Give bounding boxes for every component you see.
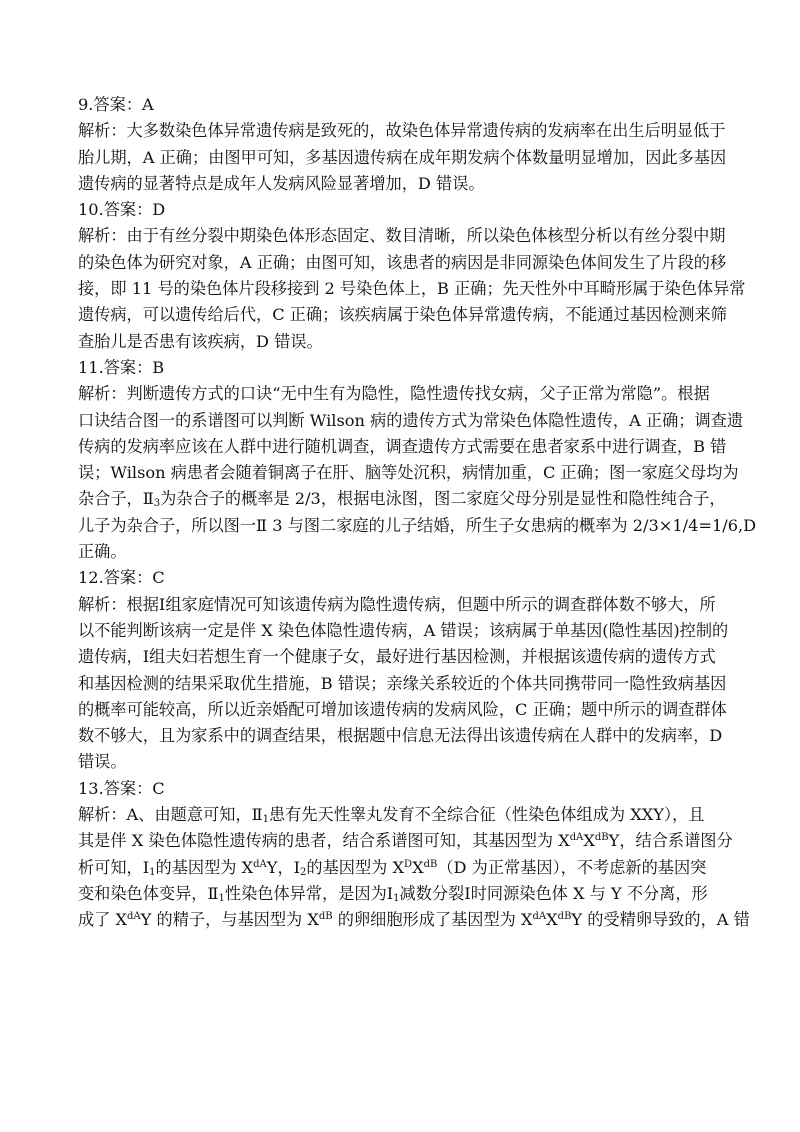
- explanation-line: 传病的发病率应该在人群中进行随机调查，调查遗传方式需要在患者家系中进行调查，B 错: [78, 436, 727, 456]
- answer-10: 10.答案：D: [78, 200, 166, 220]
- explanation-line: 的概率可能较高，所以近亲婚配可增加该遗传病的发病风险，C 正确；题中所示的调查群体: [78, 699, 727, 719]
- explanation-line: 以不能判断该病一定是伴 X 染色体隐性遗传病，A 错误；该病属于单基因(隐性基因)控制的: [78, 620, 729, 640]
- explanation-line: 胎儿期，A 正确；由图甲可知，多基因遗传病在成年期发病个体数量明显增加，因此多基因: [78, 147, 727, 167]
- explanation-line: 口诀结合图一的系谱图可以判断 Wilson 病的遗传方式为常染色体隐性遗传，A 正确；调查遗: [78, 410, 744, 430]
- explanation-line: 和基因检测的结果采取优生措施，B 错误；亲缘关系较近的个体共同携带同一隐性致病基因: [78, 673, 727, 693]
- explanation-line: 解析：大多数染色体异常遗传病是致死的，故染色体异常遗传病的发病率在出生后明显低于: [78, 121, 726, 141]
- explanation-line: 儿子为杂合子，所以图一Ⅱ 3 与图二家庭的儿子结婚，所生子女患病的概率为 2/3×1/4=1/6,D: [78, 515, 757, 535]
- explanation-line: 成了 $X^{dA}Y$ 的精子，与基因型为 $X^{dB}$ 的卵细胞形成了基因型为 $X^{dA}X^{dB}Y$ 的受精卵导致的，A 错: [78, 910, 750, 930]
- explanation-line: 遗传病，可以遗传给后代，C 正确；该疾病属于染色体异常遗传病，不能通过基因检测来筛: [78, 305, 727, 325]
- explanation-line: 查胎儿是否患有该疾病，D 错误。: [78, 331, 323, 351]
- explanation-line: 数不够大，且为家系中的调查结果，根据题中信息无法得出该遗传病在人群中的发病率，D: [78, 726, 723, 746]
- answer-12: 12.答案：C: [78, 568, 165, 588]
- explanation-line: 接，即 11 号的染色体片段移接到 2 号染色体上，B 正确；先天性外中耳畸形属于染色体异常: [78, 279, 746, 299]
- explanation-line: 析可知，$Ⅰ_1$的基因型为 $X^{dA}Y$，$Ⅰ_2$的基因型为 $X^DX^{dB}(D$ 为正常基因），不考虑新的基因突: [78, 857, 707, 878]
- explanation-line: 其是伴 X 染色体隐性遗传病的患者，结合系谱图可知，其基因型为 $X^{dA}X^{dB}Y$，结合系谱图分: [78, 831, 733, 851]
- explanation-line: 解析：判断遗传方式的口诀“无中生有为隐性，隐性遗传找女病，父子正常为常隐”。根据: [78, 384, 710, 404]
- explanation-line: 的染色体为研究对象，A 正确；由图可知，该患者的病因是非同源染色体间发生了片段的移: [78, 252, 727, 272]
- explanation-line: 遗传病的显著特点是成年人发病风险显著增加，D 错误。: [78, 173, 485, 193]
- answer-9: 9.答案：A: [78, 95, 154, 114]
- explanation-line: 解析：A、由题意可知，$Ⅱ_1$患有先天性睾丸发育不全综合征（性染色体组成为 XXY），且: [78, 805, 705, 826]
- explanation-line: 变和染色体变异，$Ⅱ_1$性染色体异常，是因为$Ⅰ_1$减数分裂Ⅰ时同源染色体 X 与 Y 不分离，形: [78, 883, 708, 904]
- explanation-line: 误；Wilson 病患者会随着铜离子在肝、脑等处沉积，病情加重，C 正确；图一家庭父母均为: [78, 463, 739, 483]
- explanation-line: 杂合子，$Ⅱ_3$为杂合子的概率是 2/3，根据电泳图，图二家庭父母分别是显性和隐性纯合子，: [78, 489, 726, 510]
- answer-11: 11.答案：B: [78, 357, 165, 377]
- explanation-line: 错误。: [78, 752, 127, 772]
- answer-13: 13.答案：C: [78, 778, 165, 798]
- explanation-line: 遗传病，Ⅰ组夫妇若想生育一个健康子女，最好进行基因检测，并根据该遗传病的遗传方式: [78, 647, 716, 667]
- explanation-line: 解析：根据Ⅰ组家庭情况可知该遗传病为隐性遗传病，但题中所示的调查群体数不够大，所: [78, 594, 716, 614]
- explanation-line: 解析：由于有丝分裂中期染色体形态固定、数目清晰，所以染色体核型分析以有丝分裂中期: [78, 226, 726, 246]
- explanation-line: 正确。: [78, 542, 127, 562]
